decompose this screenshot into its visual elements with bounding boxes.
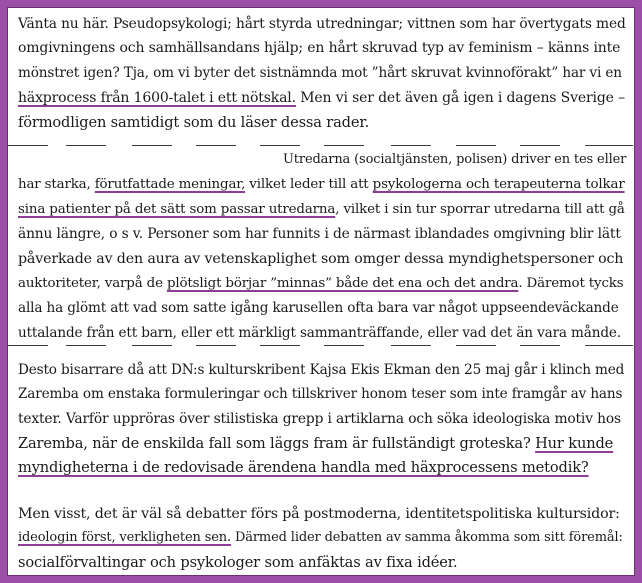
paragraph-line: alla ha glömt att vad som satte igång karusellen ofta bara var något uppseendeväckande (18, 300, 619, 316)
paragraph-line: omgivningens och samhällsandans hjälp; en hårt skruvad typ av feminism – känns inte (18, 40, 621, 56)
paragraph-line: texter. Varför uppröras över stilistiska grepp i artiklarna och söka ideologiska motiv hos (18, 411, 621, 427)
paragraph-line: Utredarna (socialtjänsten, polisen) driver en tes eller (283, 152, 627, 167)
paragraph-line: Men visst, det är väl så debatter förs på postmoderna, identitetspolitiska kultursidor: (18, 506, 620, 522)
text-span: Men vi ser det även gå igen i dagens Sverige – (295, 90, 625, 106)
article-page (7, 7, 635, 576)
text-span: har starka, (18, 177, 95, 192)
highlighted-phrase: häxprocess från 1600-talet i ett nötskal. (18, 90, 296, 106)
text-span: Därmed lider debatten av samma åkomma som sitt föremål: (231, 530, 623, 545)
paragraph-line: ännu längre, o s v. Personer som har funnits i de närmast iblandades omgivning blir lätt (18, 226, 621, 242)
text-span: vilket leder till att (245, 177, 373, 192)
paragraph-line: Desto bisarrare då att DN:s kulturskribent Kajsa Ekis Ekman den 25 maj går i klinch med (18, 362, 625, 378)
dashed-separator (8, 345, 634, 347)
highlighted-phrase: sina patienter på det sätt som passar utredarna (18, 202, 336, 217)
paragraph-line: Vänta nu här. Pseudopsykologi; hårt styrda utredningar; vittnen som har övertygats med (18, 16, 626, 32)
text-span: auktoriteter, varpå de (18, 276, 167, 291)
paragraph-line: socialförvaltingar och psykologer som anfäktas av fixa idéer. (18, 554, 458, 571)
paragraph-line (18, 434, 613, 454)
highlighted-phrase: ideologin först, verkligheten sen. (18, 530, 232, 545)
highlighted-phrase: Hur kunde (535, 435, 614, 452)
text-span: . Däremot tycks (518, 276, 624, 291)
paragraph-line (18, 200, 625, 220)
highlighted-phrase: plötsligt börjar ”minnas” både det ena och det andra (166, 276, 519, 291)
text-span: Zaremba, när de enskilda fall som läggs fram är fullständigt groteska? (18, 435, 536, 452)
paragraph-line (18, 458, 589, 478)
paragraph-line (18, 175, 625, 195)
paragraph-line: förmodligen samtidigt som du läser dessa rader. (18, 114, 370, 131)
dashed-separator (8, 145, 634, 147)
highlighted-phrase: myndigheterna i de redovisade ärendena handla med häxprocessens metodik? (18, 459, 589, 476)
paragraph-line (18, 88, 625, 108)
paragraph-line: Zaremba om enstaka formuleringar och tillskriver honom teser som inte framgår av hans (18, 386, 623, 402)
paragraph-line: påverkade av den aura av vetenskaplighet som omger dessa myndighetspersoner och (18, 251, 624, 267)
paragraph-line (18, 274, 623, 294)
highlighted-phrase: psykologerna och terapeuterna tolkar (372, 177, 625, 192)
paragraph-line: uttalande från ett barn, eller ett märkligt sammanträffande, eller vad det än vara månde. (18, 325, 621, 341)
text-span: , vilket i sin tur sporrar utredarna till att gå (335, 202, 625, 217)
highlighted-phrase: förutfattade meningar, (94, 177, 246, 192)
paragraph-line: mönstret igen? Tja, om vi byter det sistnämnda mot ”hårt skruvat kvinnoförakt” har vi en (18, 65, 622, 81)
paragraph-line (18, 528, 623, 548)
